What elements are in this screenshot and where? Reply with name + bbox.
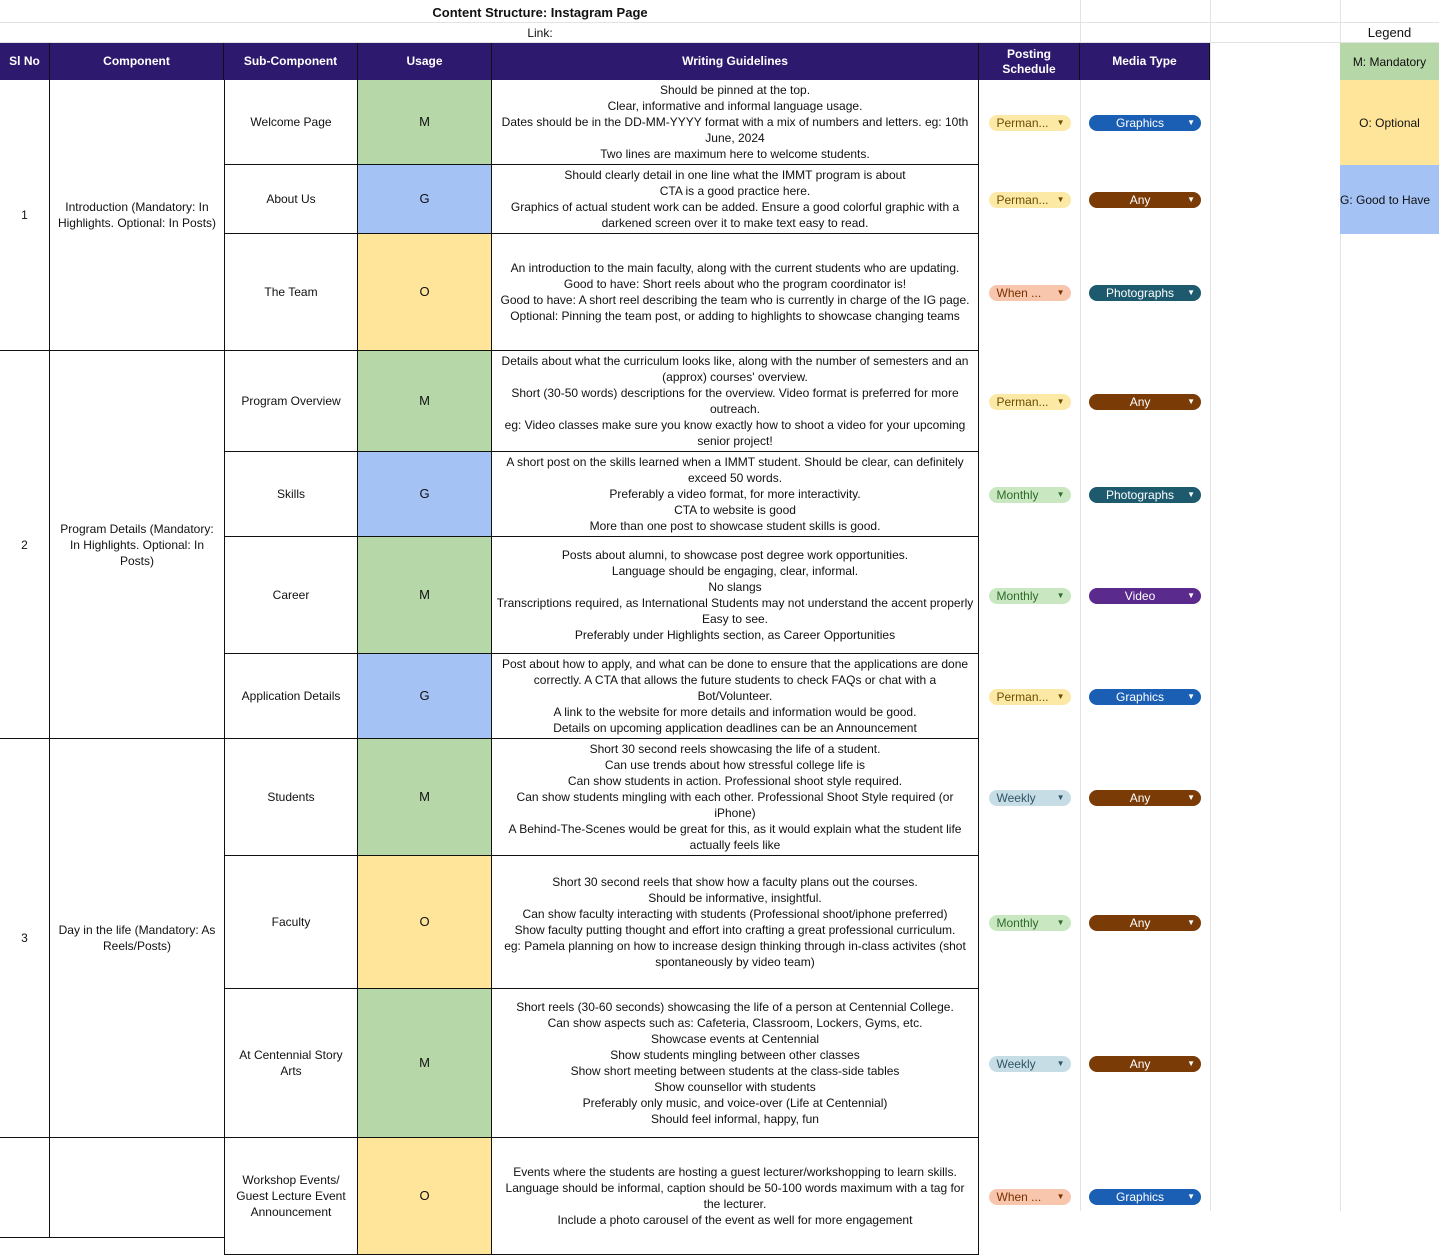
usage-cell[interactable]: O: [358, 234, 492, 351]
posting-schedule-cell[interactable]: [979, 654, 1080, 739]
guideline-line: An introduction to the main faculty, along with the current students who are updating.: [510, 261, 960, 275]
header-usage[interactable]: Usage: [358, 43, 492, 80]
media-type-value: Any: [1129, 915, 1151, 930]
media-type-dropdown[interactable]: [1089, 588, 1201, 604]
table-row: [0, 654, 1211, 739]
dropdown-caret-icon[interactable]: ▼: [1187, 194, 1195, 204]
guideline-line: A Behind-The-Scenes would be great for this, as it would explain what the student life actually feels like: [508, 822, 962, 852]
media-type-value: Any: [1129, 192, 1151, 207]
guideline-line: Two lines are maximum here to welcome students.: [600, 147, 870, 161]
guideline-line: No slangs: [708, 580, 762, 594]
guideline-line: Short 30 second reels showcasing the life of a student.: [589, 742, 881, 756]
guideline-line: Language should be informal, caption should be 50-100 words maximum with a tag for the lecturer.: [505, 1181, 965, 1211]
guideline-line: Short 30 second reels that show how a faculty plans out the courses.: [552, 875, 918, 889]
posting-schedule-dropdown[interactable]: [989, 192, 1071, 208]
guideline-line: Preferably a video format, for more interactivity.: [609, 487, 861, 501]
guideline-line: eg: Video classes make sure you know exactly how to shoot a video for your upcoming senior project!: [504, 418, 966, 448]
posting-schedule-value: Perman...: [996, 394, 1049, 409]
writing-guidelines-cell[interactable]: [492, 654, 979, 739]
posting-schedule-dropdown[interactable]: [989, 915, 1071, 931]
posting-schedule-dropdown[interactable]: [989, 588, 1071, 604]
posting-schedule-dropdown[interactable]: [989, 115, 1071, 131]
posting-schedule-cell[interactable]: [979, 856, 1080, 989]
media-type-value: Photographs: [1106, 285, 1175, 300]
dropdown-caret-icon[interactable]: ▼: [1187, 1058, 1195, 1068]
writing-guidelines-cell[interactable]: [492, 989, 979, 1138]
sheet-title: Content Structure: Instagram Page: [432, 4, 648, 20]
media-type-cell[interactable]: [1080, 654, 1210, 739]
media-type-dropdown[interactable]: [1089, 192, 1201, 208]
dropdown-caret-icon[interactable]: ▼: [1187, 117, 1195, 127]
guideline-line: Short (30-50 words) descriptions for the overview. Video format is preferred for more outreach.: [511, 386, 959, 416]
group-component[interactable]: Program Details (Mandatory: In Highlights. Optional: In Posts): [50, 351, 224, 739]
media-type-cell[interactable]: [1080, 452, 1210, 537]
dropdown-caret-icon[interactable]: ▼: [1056, 117, 1065, 127]
media-type-value: Graphics: [1116, 1189, 1165, 1204]
guideline-line: A short post on the skills learned when a IMMT student. Should be clear, can definitely exceed 50 words.: [506, 455, 964, 485]
guideline-line: Clear, informative and informal language usage.: [607, 99, 863, 113]
table-row: [0, 739, 1211, 856]
media-type-value: Any: [1129, 1056, 1151, 1071]
guideline-line: Show faculty putting thought and effort into crafting a great professional curriculum.: [514, 923, 956, 937]
dropdown-caret-icon[interactable]: ▼: [1187, 396, 1195, 406]
writing-guidelines-cell[interactable]: [492, 739, 979, 856]
sub-component-cell[interactable]: Career: [224, 537, 358, 654]
dropdown-caret-icon[interactable]: ▼: [1056, 396, 1065, 406]
media-type-cell[interactable]: [1080, 165, 1210, 234]
dropdown-caret-icon[interactable]: ▼: [1187, 917, 1195, 927]
guideline-line: Showcase events at Centennial: [650, 1032, 820, 1046]
media-type-dropdown[interactable]: [1089, 1189, 1201, 1205]
sub-component-cell[interactable]: The Team: [224, 234, 358, 351]
legend-title: Legend: [1367, 25, 1412, 40]
group-sl-no[interactable]: 1: [0, 80, 50, 351]
media-type-value: Graphics: [1116, 689, 1165, 704]
media-type-value: Any: [1129, 790, 1151, 805]
writing-guidelines-cell[interactable]: [492, 452, 979, 537]
dropdown-caret-icon[interactable]: ▼: [1187, 287, 1195, 297]
dropdown-caret-icon[interactable]: ▼: [1056, 287, 1065, 297]
media-type-value: Any: [1129, 394, 1151, 409]
guideline-line: Details on upcoming application deadlines can be an Announcement: [553, 721, 917, 735]
guideline-line: eg: Pamela planning on how to increase design thinking through in-class activites (shot spontaneously by video team): [504, 939, 966, 969]
usage-cell[interactable]: O: [358, 856, 492, 989]
media-type-dropdown[interactable]: [1089, 115, 1201, 131]
guideline-line: Transcriptions required, as International Students may not understand the accent properly: [496, 596, 974, 610]
writing-guidelines-cell[interactable]: [492, 234, 979, 351]
guideline-line: Dates should be in the DD-MM-YYYY format with a mix of numbers and letters. eg: 10th June, 2024: [501, 115, 969, 145]
legend-good-to-have[interactable]: G: Good to Have: [1340, 165, 1439, 234]
media-type-dropdown[interactable]: [1089, 487, 1201, 503]
posting-schedule-value: Weekly: [996, 790, 1036, 805]
posting-schedule-cell[interactable]: [979, 165, 1080, 234]
usage-cell[interactable]: O: [358, 1138, 492, 1255]
dropdown-caret-icon[interactable]: ▼: [1056, 691, 1065, 701]
writing-guidelines-cell[interactable]: [492, 165, 979, 234]
table-row: [0, 80, 1211, 165]
media-type-cell[interactable]: [1080, 739, 1210, 856]
posting-schedule-dropdown[interactable]: [989, 394, 1071, 410]
guideline-line: More than one post to showcase student skills is good.: [589, 519, 881, 533]
sub-component-cell[interactable]: Faculty: [224, 856, 358, 989]
posting-schedule-cell[interactable]: [979, 989, 1080, 1138]
guideline-line: Posts about alumni, to showcase post degree work opportunities.: [561, 548, 909, 562]
header-posting-schedule[interactable]: Posting Schedule: [979, 43, 1080, 80]
guideline-line: Optional: Pinning the team post, or adding to highlights to showcase changing teams: [510, 309, 960, 323]
posting-schedule-cell[interactable]: [979, 80, 1080, 165]
table-row: [0, 856, 1211, 989]
usage-cell[interactable]: M: [358, 351, 492, 452]
dropdown-caret-icon[interactable]: ▼: [1056, 590, 1065, 600]
guideline-line: Show students mingling between other classes: [610, 1048, 860, 1062]
writing-guidelines-cell[interactable]: [492, 1138, 979, 1255]
table-row: [0, 537, 1211, 654]
guideline-line: CTA is a good practice here.: [659, 184, 811, 198]
dropdown-caret-icon[interactable]: ▼: [1187, 792, 1195, 802]
usage-cell[interactable]: M: [358, 537, 492, 654]
table-row: [0, 1138, 1211, 1255]
posting-schedule-cell[interactable]: [979, 739, 1080, 856]
sub-component-cell[interactable]: About Us: [224, 165, 358, 234]
media-type-cell[interactable]: [1080, 856, 1210, 989]
guideline-line: Show short meeting between students at the class-side tables: [570, 1064, 900, 1078]
posting-schedule-value: Perman...: [996, 115, 1049, 130]
guideline-line: Include a photo carousel of the event as well for more engagement: [557, 1213, 913, 1227]
guideline-line: Events where the students are hosting a guest lecturer/workshopping to learn skills.: [513, 1165, 957, 1179]
posting-schedule-value: When ...: [996, 285, 1042, 300]
guideline-line: Can show students in action. Professional shoot style required.: [567, 774, 903, 788]
guideline-line: Details about what the curriculum looks like, along with the number of semesters and an (approx) courses' overview.: [501, 354, 969, 384]
link-label: Link:: [527, 25, 553, 40]
usage-cell[interactable]: M: [358, 989, 492, 1138]
posting-schedule-value: Monthly: [996, 915, 1039, 930]
table-row: [0, 452, 1211, 537]
usage-cell[interactable]: M: [358, 80, 492, 165]
media-type-cell[interactable]: [1080, 537, 1210, 654]
media-type-cell[interactable]: [1080, 1138, 1210, 1255]
media-type-cell[interactable]: [1080, 351, 1210, 452]
dropdown-caret-icon[interactable]: ▼: [1056, 489, 1065, 499]
table-row: [0, 351, 1211, 452]
dropdown-caret-icon[interactable]: ▼: [1187, 691, 1195, 701]
guideline-line: Short reels (30-60 seconds) showcasing the life of a person at Centennial College.: [516, 1000, 954, 1014]
guideline-line: Preferably under Highlights section, as Career Opportunities: [574, 628, 896, 642]
guideline-line: CTA to website is good: [674, 503, 796, 517]
dropdown-caret-icon[interactable]: ▼: [1056, 792, 1065, 802]
dropdown-caret-icon[interactable]: ▼: [1056, 194, 1065, 204]
posting-schedule-value: Monthly: [996, 487, 1039, 502]
sub-component-cell[interactable]: Skills: [224, 452, 358, 537]
media-type-dropdown[interactable]: [1089, 790, 1201, 806]
group-sl-no[interactable]: 2: [0, 351, 50, 739]
sub-component-cell[interactable]: Application Details: [224, 654, 358, 739]
posting-schedule-dropdown[interactable]: [989, 1189, 1071, 1205]
dropdown-caret-icon[interactable]: ▼: [1187, 1191, 1195, 1201]
guideline-line: Can show faculty interacting with students (Professional shoot/iphone preferred): [522, 907, 948, 921]
media-type-cell[interactable]: [1080, 80, 1210, 165]
group-component[interactable]: Introduction (Mandatory: In Highlights. Optional: In Posts): [50, 80, 224, 351]
table-row: [0, 234, 1211, 351]
sub-component-cell[interactable]: Program Overview: [224, 351, 358, 452]
usage-cell[interactable]: G: [358, 165, 492, 234]
sub-component-cell[interactable]: Workshop Events/ Guest Lecture Event Announcement: [224, 1138, 358, 1255]
media-type-cell[interactable]: [1080, 234, 1210, 351]
writing-guidelines-cell[interactable]: [492, 856, 979, 989]
writing-guidelines-cell[interactable]: [492, 80, 979, 165]
usage-cell[interactable]: G: [358, 654, 492, 739]
guideline-line: Post about how to apply, and what can be done to ensure that the applications are done correctly. A CTA that allows the future students to check FAQs or chat with a Bot/Volunteer.: [501, 657, 969, 703]
posting-schedule-dropdown[interactable]: [989, 487, 1071, 503]
writing-guidelines-cell[interactable]: [492, 537, 979, 654]
media-type-value: Graphics: [1116, 115, 1165, 130]
guideline-line: Can use trends about how stressful college life is: [604, 758, 866, 772]
header-sl-no[interactable]: Sl No: [0, 43, 50, 80]
guideline-line: Show counsellor with students: [654, 1080, 816, 1094]
sub-component-cell[interactable]: At Centennial Story Arts: [224, 989, 358, 1138]
dropdown-caret-icon[interactable]: ▼: [1187, 590, 1195, 600]
guideline-line: Preferably only music, and voice-over (Life at Centennial): [582, 1096, 888, 1110]
guideline-line: Should feel informal, happy, fun: [651, 1112, 819, 1126]
media-type-dropdown[interactable]: [1089, 915, 1201, 931]
guideline-line: Language should be engaging, clear, informal.: [611, 564, 859, 578]
header-sub-component[interactable]: Sub-Component: [224, 43, 358, 80]
posting-schedule-value: When ...: [996, 1189, 1042, 1204]
legend-mandatory[interactable]: M: Mandatory: [1340, 43, 1439, 80]
media-type-cell[interactable]: [1080, 989, 1210, 1138]
group-component[interactable]: Day in the life (Mandatory: As Reels/Posts): [50, 739, 224, 1138]
guideline-line: Can show students mingling with each other. Professional Shoot Style required (or iPhone): [516, 790, 954, 820]
posting-schedule-value: Perman...: [996, 689, 1049, 704]
sub-component-cell[interactable]: Welcome Page: [224, 80, 358, 165]
guideline-line: Should clearly detail in one line what the IMMT program is about: [564, 168, 906, 182]
guideline-line: Should be informative, insightful.: [648, 891, 822, 905]
media-type-value: Video: [1124, 588, 1156, 603]
dropdown-caret-icon[interactable]: ▼: [1056, 917, 1065, 927]
usage-cell[interactable]: G: [358, 452, 492, 537]
header-media-type[interactable]: Media Type: [1080, 43, 1210, 80]
table-row: [0, 165, 1211, 234]
posting-schedule-cell[interactable]: [979, 452, 1080, 537]
guideline-line: A link to the website for more details and information would be good.: [553, 705, 917, 719]
usage-cell[interactable]: M: [358, 739, 492, 856]
posting-schedule-value: Weekly: [996, 1056, 1036, 1071]
posting-schedule-value: Perman...: [996, 192, 1049, 207]
guideline-line: Good to have: A short reel describing the team who is currently in charge of the IG page.: [500, 293, 970, 307]
group-sl-no[interactable]: 3: [0, 739, 50, 1138]
guideline-line: Graphics of actual student work can be added. Ensure a good colorful graphic with a darkened screen over it to make text easy to read.: [510, 200, 960, 230]
guideline-line: Good to have: Short reels about who the program coordinator is!: [563, 277, 907, 291]
media-type-dropdown[interactable]: [1089, 689, 1201, 705]
media-type-dropdown[interactable]: [1089, 285, 1201, 301]
media-type-value: Photographs: [1106, 487, 1175, 502]
posting-schedule-dropdown[interactable]: [989, 790, 1071, 806]
guideline-line: Should be pinned at the top.: [659, 83, 811, 97]
dropdown-caret-icon[interactable]: ▼: [1056, 1058, 1065, 1068]
posting-schedule-cell[interactable]: [979, 537, 1080, 654]
media-type-dropdown[interactable]: [1089, 1056, 1201, 1072]
posting-schedule-value: Monthly: [996, 588, 1039, 603]
dropdown-caret-icon[interactable]: ▼: [1187, 489, 1195, 499]
posting-schedule-cell[interactable]: [979, 351, 1080, 452]
header-component[interactable]: Component: [50, 43, 224, 80]
posting-schedule-cell[interactable]: [979, 1138, 1080, 1255]
posting-schedule-cell[interactable]: [979, 234, 1080, 351]
posting-schedule-dropdown[interactable]: [989, 1056, 1071, 1072]
posting-schedule-dropdown[interactable]: [989, 689, 1071, 705]
legend-optional[interactable]: O: Optional: [1340, 80, 1439, 165]
guideline-line: Easy to see.: [701, 612, 769, 626]
media-type-dropdown[interactable]: [1089, 394, 1201, 410]
dropdown-caret-icon[interactable]: ▼: [1056, 1191, 1065, 1201]
table-row: [0, 989, 1211, 1138]
header-writing-guidelines[interactable]: Writing Guidelines: [492, 43, 979, 80]
writing-guidelines-cell[interactable]: [492, 351, 979, 452]
posting-schedule-dropdown[interactable]: [989, 285, 1071, 301]
sub-component-cell[interactable]: Students: [224, 739, 358, 856]
guideline-line: Can show aspects such as: Cafeteria, Classroom, Lockers, Gyms, etc.: [547, 1016, 923, 1030]
